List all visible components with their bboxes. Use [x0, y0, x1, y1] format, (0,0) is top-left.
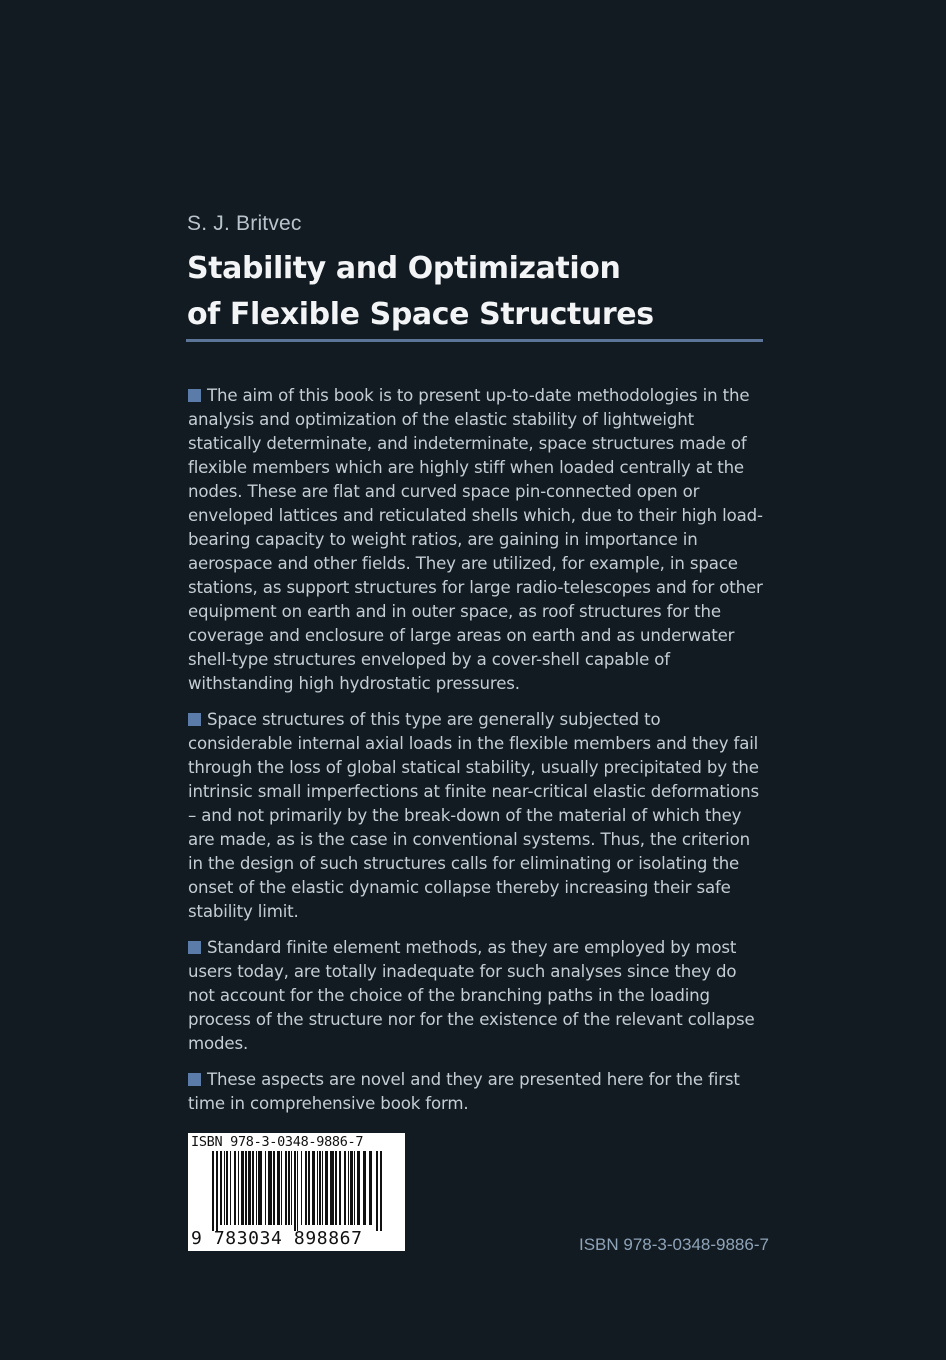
square-bullet-icon: [188, 713, 201, 726]
barcode-bar: [285, 1151, 287, 1225]
barcode-bar: [220, 1151, 222, 1225]
barcode-bars: [188, 1151, 405, 1231]
blurb-paragraph: These aspects are novel and they are presented here for the first time in comprehensive book form.: [188, 1070, 740, 1113]
barcode-bar: [330, 1151, 334, 1225]
title-underline: [186, 339, 763, 342]
barcode-bar: [273, 1151, 275, 1225]
author-name: S. J. Britvec: [187, 212, 302, 235]
barcode-bar: [357, 1151, 360, 1225]
barcode-bar: [256, 1151, 257, 1225]
blurb: [188, 384, 766, 1128]
barcode-bar: [344, 1151, 346, 1225]
barcode-bar: [277, 1151, 280, 1225]
barcode-bar: [238, 1151, 239, 1225]
barcode-bar: [376, 1151, 378, 1231]
square-bullet-icon: [188, 1073, 201, 1086]
barcode-bar: [325, 1151, 328, 1225]
barcode-bar: [301, 1151, 302, 1225]
blurb-paragraph: The aim of this book is to present up-to-date methodologies in the analysis and optimization of the elastic stability of lightweight statically determinate, and indeterminate, space structures made of flexible members which are highly stiff when loaded centrally at the nodes. These are flat and curved space pin-connected open or enveloped lattices and reticulated shells which, due to their high load-bearing capacity to weight ratios, are gaining in importance in aerospace and other fields. They are utilized, for example, in space stations, as support structures for large radio-telescopes and for other equipment on earth and in outer space, as roof structures for the coverage and enclosure of large areas on earth and as underwater shell-type structures enveloped by a cover-shell capable of withstanding high hydrostatic pressures.: [188, 386, 763, 693]
blurb-paragraph: Space structures of this type are generally subjected to considerable internal axial loads in the flexible members and they fail through the loss of global statical stability, usually precipitated by the intrinsic small imperfections at finite near-critical elastic deformations – and not primarily by the break-down of the material of which they are made, as is the case in conventional systems. Thus, the criterion in the design of such structures calls for eliminating or isolating the onset of the elastic dynamic collapse thereby increasing their safe stability limit.: [188, 710, 760, 921]
barcode-bar: [317, 1151, 318, 1225]
isbn-text: ISBN 978-3-0348-9886-7: [579, 1235, 769, 1254]
title-line-1: Stability and Optimization: [187, 251, 621, 286]
barcode-bar: [297, 1151, 298, 1231]
barcode-bar: [248, 1151, 251, 1225]
barcode-bar: [226, 1151, 228, 1225]
barcode-bar: [305, 1151, 307, 1225]
barcode-bar: [241, 1151, 244, 1225]
barcode-bar: [354, 1151, 355, 1225]
barcode-bar: [348, 1151, 349, 1225]
barcode-bar: [265, 1151, 266, 1225]
barcode-bar: [350, 1151, 353, 1225]
barcode-bar: [308, 1151, 310, 1225]
book-title: [187, 246, 787, 338]
barcode-digits: 9 783034 898867: [191, 1228, 363, 1249]
barcode-bar: [322, 1151, 323, 1225]
barcode-bar: [258, 1151, 262, 1225]
barcode-bar: [335, 1151, 337, 1225]
isbn-barcode: [188, 1133, 405, 1251]
barcode-bar: [212, 1151, 214, 1231]
square-bullet-icon: [188, 389, 201, 402]
barcode-bar: [319, 1151, 321, 1225]
barcode-bar: [294, 1151, 296, 1231]
title-line-2: of Flexible Space Structures: [187, 297, 654, 332]
barcode-isbn-label: ISBN 978-3-0348-9886-7: [191, 1134, 364, 1150]
barcode-bar: [339, 1151, 341, 1225]
barcode-bar: [252, 1151, 254, 1225]
barcode-bar: [312, 1151, 315, 1225]
barcode-bar: [363, 1151, 366, 1225]
barcode-bar: [268, 1151, 272, 1225]
barcode-bar: [288, 1151, 290, 1225]
barcode-bar: [369, 1151, 372, 1225]
blurb-paragraph: Standard finite element methods, as they are employed by most users today, are totally inadequate for such analyses since they do not account for the choice of the branching paths in the loading process of the structure nor for the existence of the relevant collapse modes.: [188, 938, 755, 1053]
barcode-bar: [291, 1151, 292, 1225]
barcode-bar: [245, 1151, 247, 1225]
barcode-bar: [216, 1151, 218, 1231]
barcode-bar: [234, 1151, 236, 1225]
barcode-bar: [224, 1151, 225, 1225]
barcode-bar: [380, 1151, 382, 1231]
barcode-bar: [230, 1151, 231, 1225]
square-bullet-icon: [188, 941, 201, 954]
barcode-bar: [281, 1151, 282, 1225]
